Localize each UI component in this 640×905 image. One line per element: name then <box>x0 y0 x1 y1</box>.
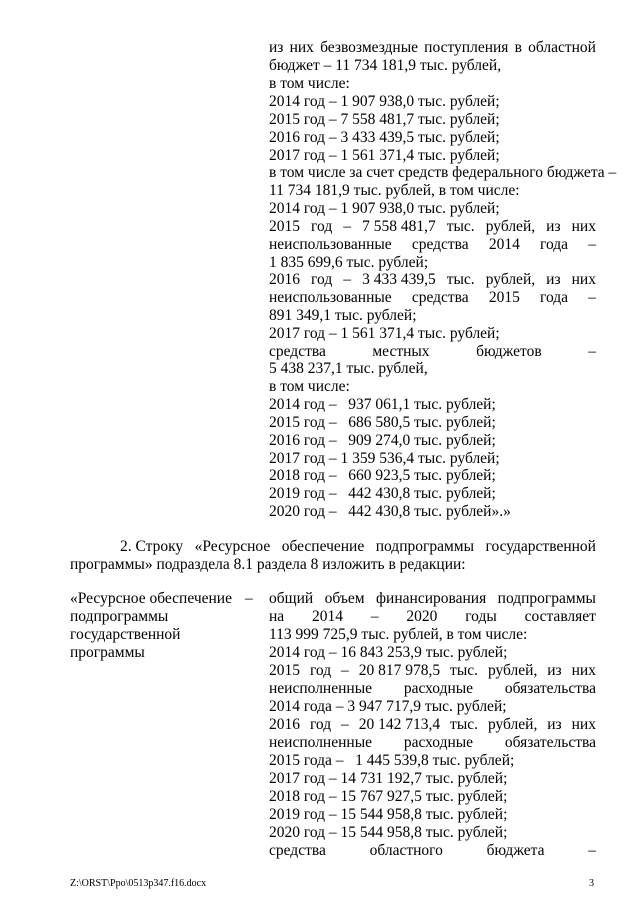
word: года <box>540 289 569 306</box>
table-right-cell-line: 2017 год – 14 731 192,7 тыс. рублей; <box>269 770 508 787</box>
word: подпрограммы <box>375 538 475 555</box>
word: из <box>546 218 561 235</box>
word: неисполненные <box>269 734 372 751</box>
paragraph-line <box>120 538 596 556</box>
word: расходные <box>403 680 474 697</box>
text-line <box>269 218 596 236</box>
table-left-cell-line: «Ресурсное обеспечение <box>70 590 232 607</box>
paragraph-line: программы» подраздела 8.1 раздела 8 изложить в редакции: <box>70 556 466 573</box>
word: обязательства <box>504 734 596 751</box>
text-line: 2017 год – 1 561 371,4 тыс. рублей; <box>269 147 500 164</box>
table-left-cell-line: программы <box>70 644 145 661</box>
word: год <box>309 662 332 679</box>
text-line: 2016 год – 3 433 439,5 тыс. рублей; <box>269 129 500 146</box>
table-right-cell-line <box>269 842 596 860</box>
word: безвозмездные <box>320 39 419 56</box>
word: подпрограммы <box>497 590 596 607</box>
word: тыс. <box>450 662 478 679</box>
table-left-cell-line: подпрограммы <box>70 608 169 625</box>
word: год <box>311 218 333 235</box>
word: них <box>571 662 596 679</box>
word: них <box>571 271 596 288</box>
table-right-cell-line <box>269 734 596 752</box>
text-line <box>269 289 596 307</box>
word: 2015 <box>269 662 300 679</box>
word: областного <box>369 842 443 859</box>
word: бюджета <box>486 842 545 859</box>
table-right-cell-line: 2015 года – 1 445 539,8 тыс. рублей; <box>269 752 515 769</box>
word: «Ресурсное <box>194 538 271 555</box>
word: – <box>588 289 596 306</box>
table-right-cell-line: 2014 год – 16 843 253,9 тыс. рублей; <box>269 644 508 661</box>
table-right-cell-line <box>269 716 596 734</box>
text-line: 2015 год – 7 558 481,7 тыс. рублей; <box>269 111 500 128</box>
word: – <box>343 271 352 288</box>
word: объем <box>324 590 365 607</box>
word: в <box>514 39 522 56</box>
word: них <box>571 218 596 235</box>
word: поступления <box>424 39 509 56</box>
word: – <box>343 218 352 235</box>
word: из <box>547 662 562 679</box>
word: средства <box>269 842 326 859</box>
word: обязательства <box>504 680 596 697</box>
table-right-cell-line: 2018 год – 15 767 927,5 тыс. рублей; <box>269 788 508 805</box>
word: тыс. <box>446 271 475 288</box>
word: 2020 <box>406 608 438 625</box>
text-line <box>269 343 596 361</box>
text-line: 2014 год – 937 061,1 тыс. рублей; <box>269 396 496 413</box>
table-right-cell-line <box>269 590 596 608</box>
word: – <box>341 662 349 679</box>
word: 20 142 713,4 <box>358 716 441 733</box>
word: государственной <box>485 538 596 555</box>
word: неисполненные <box>269 680 372 697</box>
word: на <box>269 608 285 625</box>
text-line: 2015 год – 686 580,5 тыс. рублей; <box>269 414 496 431</box>
word: областной <box>528 39 596 56</box>
word: расходные <box>403 734 474 751</box>
page-number: 3 <box>589 878 594 889</box>
table-right-cell-line: 2014 года – 3 947 717,9 тыс. рублей; <box>269 698 507 715</box>
word: финансирования <box>376 590 487 607</box>
word: средства <box>411 236 469 253</box>
word: средства <box>269 343 326 360</box>
text-line: 1 835 699,6 тыс. рублей; <box>269 254 429 271</box>
text-line: бюджет – 11 734 181,9 тыс. рублей, <box>269 57 502 74</box>
text-line <box>269 271 596 289</box>
word: местных <box>372 343 430 360</box>
word: составляет <box>524 608 596 625</box>
word: них <box>571 716 596 733</box>
word: 20 817 978,5 <box>358 662 441 679</box>
word: – <box>588 236 596 253</box>
word: 2016 <box>269 271 300 288</box>
word: 3 433 439,5 <box>362 271 436 288</box>
table-right-cell-line <box>269 680 596 698</box>
text-line: 2018 год – 660 923,5 тыс. рублей; <box>269 467 496 484</box>
word: годы <box>465 608 497 625</box>
word: рублей, <box>485 218 536 235</box>
word: 2015 <box>269 218 300 235</box>
word: них <box>289 39 314 56</box>
table-right-cell-line: 2019 год – 15 544 958,8 тыс. рублей; <box>269 806 508 823</box>
word: 2. Строку <box>120 538 184 555</box>
text-line: в том числе: <box>269 75 350 92</box>
word: – <box>588 842 596 859</box>
word: тыс. <box>450 716 478 733</box>
word: обеспечение <box>281 538 365 555</box>
word: рублей, <box>485 271 536 288</box>
table-right-cell-line <box>269 662 596 680</box>
word: 2014 <box>488 236 520 253</box>
word: 2015 <box>488 289 520 306</box>
word: – <box>341 716 349 733</box>
word: год <box>311 271 333 288</box>
table-right-cell-line <box>269 608 596 626</box>
word: неиспользованные <box>269 289 392 306</box>
word: год <box>309 716 332 733</box>
word: рублей, <box>487 662 538 679</box>
text-line: 2017 год – 1 561 371,4 тыс. рублей; <box>269 325 500 342</box>
word: – <box>370 608 379 625</box>
word: – <box>588 343 596 360</box>
text-line: 891 349,1 тыс. рублей; <box>269 307 417 324</box>
text-line: 5 438 237,1 тыс. рублей, <box>269 360 428 377</box>
word: тыс. <box>446 218 475 235</box>
text-line <box>269 236 596 254</box>
word: рублей, <box>487 716 538 733</box>
word: 7 558 481,7 <box>362 218 436 235</box>
table-right-cell-line: 2020 год – 15 544 958,8 тыс. рублей; <box>269 824 508 841</box>
word: из <box>269 39 284 56</box>
word: общий <box>269 590 314 607</box>
text-line <box>269 39 596 57</box>
text-line: 11 734 181,9 тыс. рублей, в том числе: <box>269 182 520 199</box>
text-line: в том числе за счет средств федерального бюджета – <box>269 164 617 181</box>
word: 2014 <box>312 608 343 625</box>
word: средства <box>411 289 469 306</box>
word: 2016 <box>269 716 300 733</box>
text-line: 2014 год – 1 907 938,0 тыс. рублей; <box>269 200 500 217</box>
text-line: 2020 год – 442 430,8 тыс. рублей».» <box>269 503 511 520</box>
text-line: в том числе: <box>269 378 350 395</box>
word: года <box>540 236 569 253</box>
word: из <box>546 271 561 288</box>
text-line: 2014 год – 1 907 938,0 тыс. рублей; <box>269 93 500 110</box>
table-dash: – <box>245 590 253 607</box>
word: неиспользованные <box>269 236 392 253</box>
word: из <box>547 716 562 733</box>
text-line: 2017 год – 1 359 536,4 тыс. рублей; <box>269 450 500 467</box>
word: бюджетов <box>476 343 542 360</box>
text-line: 2016 год – 909 274,0 тыс. рублей; <box>269 432 496 449</box>
table-right-cell-line: 113 999 725,9 тыс. рублей, в том числе: <box>269 626 528 643</box>
table-left-cell-line: государственной <box>70 626 181 643</box>
text-line: 2019 год – 442 430,8 тыс. рублей; <box>269 485 496 502</box>
file-path: Z:\ORST\Ppo\0513p347.f16.docx <box>70 878 207 889</box>
